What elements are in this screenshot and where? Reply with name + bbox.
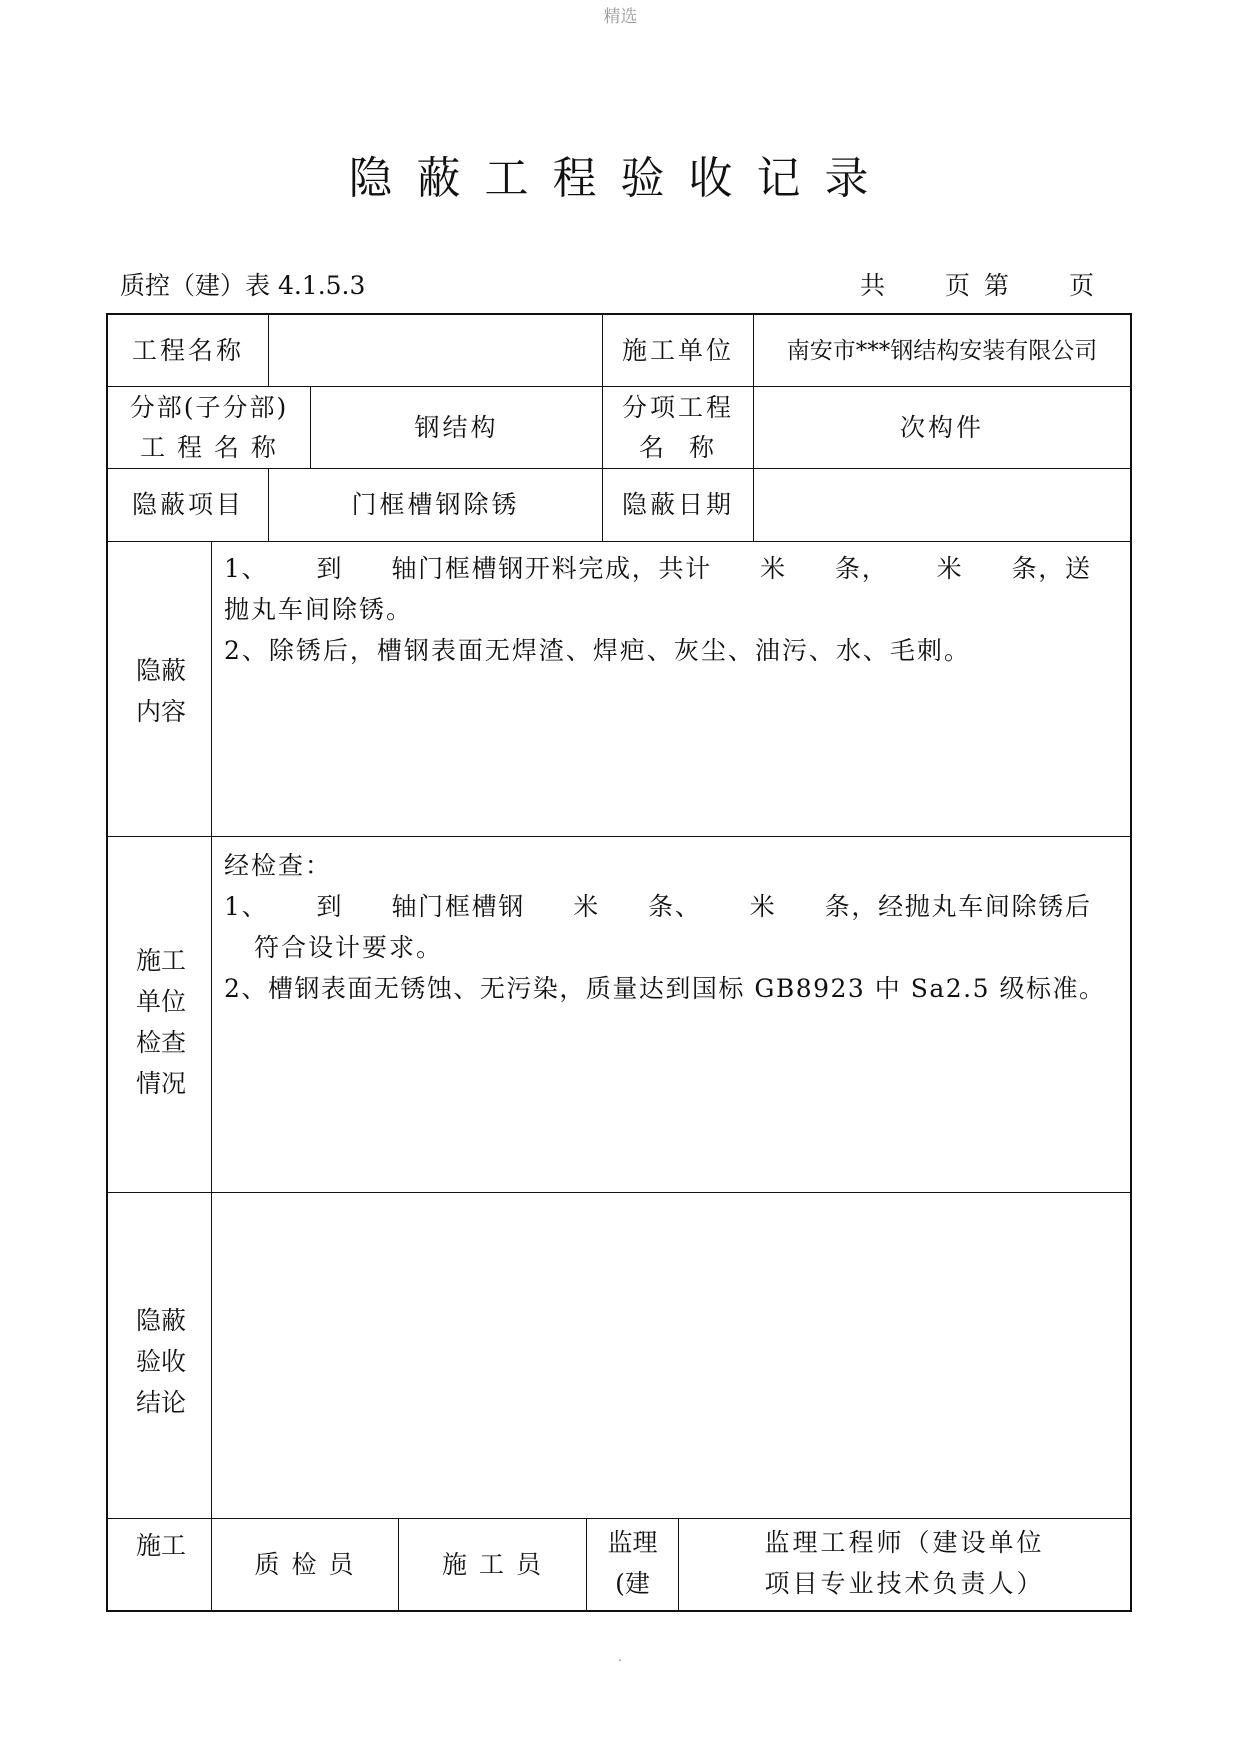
sig-engineer-label-line-2: 项目专业技术负责人） <box>764 1569 1045 1598</box>
hidden-date-label: 隐蔽日期 <box>621 490 734 519</box>
item-value: 次构件 <box>899 412 984 442</box>
sig-construction-label: 施工 <box>135 1531 186 1560</box>
hidden-item-value: 门框槽钢除锈 <box>351 490 520 519</box>
sig-supervision-label-line-1: 监理 <box>607 1528 658 1557</box>
page-label-2: 页 <box>1069 271 1095 300</box>
hidden-content-line-2: 抛丸车间除锈。 <box>224 595 414 624</box>
item-label <box>603 387 753 468</box>
hidden-content-label <box>106 650 216 732</box>
conclusion-label-line-1: 隐蔽 <box>135 1306 186 1335</box>
watermark: 精选 <box>603 7 638 27</box>
inspection-label-line-3: 检查 <box>135 1028 186 1057</box>
division-label-line-1: 分部(子分部) <box>129 392 289 422</box>
sig-supervision-label <box>587 1521 678 1605</box>
conclusion-label-line-3: 结论 <box>135 1388 186 1417</box>
page-footer-dot: . <box>618 1650 622 1664</box>
inspection-label-line-1: 施工 <box>135 946 186 975</box>
item-label-line-1: 分项工程 <box>621 392 734 422</box>
hidden-date-value <box>754 469 1130 541</box>
project-name-value <box>269 315 602 386</box>
division-label <box>108 387 310 468</box>
inspection-line-1: 经检查： <box>224 851 333 880</box>
page-info <box>860 266 1094 302</box>
page-total-label: 共 <box>860 271 886 300</box>
hidden-content-line-3: 2、除锈后，槽钢表面无焊渣、焊疤、灰尘、油污、水、毛刺。 <box>224 636 971 665</box>
sig-engineer-label <box>679 1521 1130 1605</box>
sig-inspector-label: 质 检 员 <box>254 1549 356 1579</box>
inspection-label <box>106 940 216 1104</box>
division-value: 钢结构 <box>414 412 499 442</box>
page-label: 页 <box>945 271 971 300</box>
sig-worker-label: 施 工 员 <box>442 1549 543 1579</box>
page-title: 隐蔽工程验收记录 <box>348 153 893 204</box>
item-label-line-2: 名 称 <box>639 432 717 462</box>
sig-supervision-label-line-2: (建 <box>615 1569 650 1598</box>
sig-engineer-label-line-1: 监理工程师（建设单位 <box>764 1528 1045 1557</box>
project-name-label: 工程名称 <box>131 335 244 365</box>
construction-unit-value: 南安市***钢结构安装有限公司 <box>786 337 1098 364</box>
inspection-line-4: 2、槽钢表面无锈蚀、无污染，质量达到国标 GB8923 中 Sa2.5 级标准。 <box>224 974 1106 1003</box>
construction-unit-label: 施工单位 <box>621 335 734 365</box>
page-nth-label: 第 <box>984 271 1010 300</box>
conclusion-label-line-2: 验收 <box>135 1347 186 1376</box>
inspection-label-line-4: 情况 <box>135 1069 186 1098</box>
division-label-line-2: 工 程 名 称 <box>140 432 278 462</box>
inspection-line-3: 符合设计要求。 <box>254 933 444 962</box>
hidden-content-line-1: 1、 到 轴门框槽钢开料完成，共计 米 条， 米 条，送 <box>224 554 1092 583</box>
conclusion-label <box>106 1300 216 1423</box>
inspection-label-line-2: 单位 <box>135 987 186 1016</box>
inspection-line-2: 1、 到 轴门框槽钢 米 条、 米 条，经抛丸车间除锈后 <box>224 892 1092 921</box>
form-code: 质控（建）表 4.1.5.3 <box>120 271 366 300</box>
hidden-content-label-line-2: 内容 <box>135 697 186 726</box>
hidden-content-label-line-1: 隐蔽 <box>135 656 186 685</box>
hidden-item-label: 隐蔽项目 <box>131 490 244 519</box>
